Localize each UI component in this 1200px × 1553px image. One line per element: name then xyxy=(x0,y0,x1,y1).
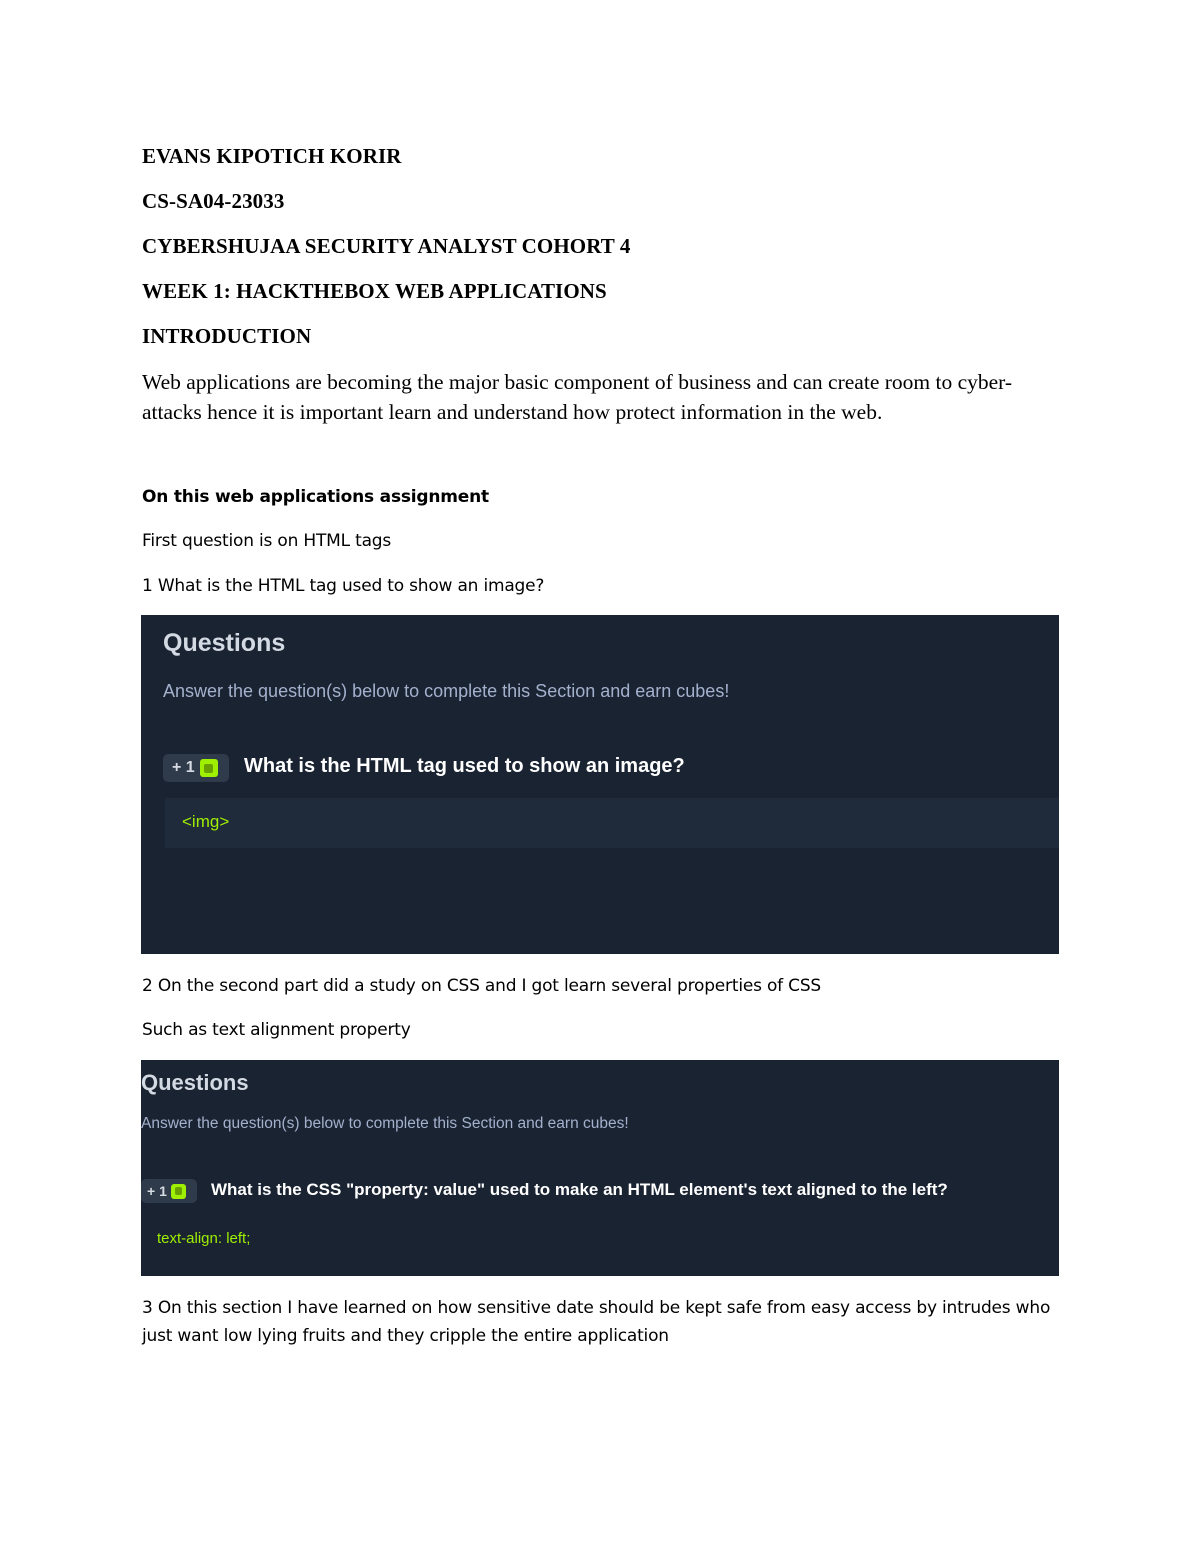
cube-reward-badge xyxy=(141,1179,197,1203)
questions-screenshot-1 xyxy=(141,615,1059,954)
question-1-prompt: 1 What is the HTML tag used to show an image? xyxy=(142,576,545,596)
questions-title: Questions xyxy=(141,1070,249,1095)
week-title: WEEK 1: HACKTHEBOX WEB APPLICATIONS xyxy=(142,279,607,303)
cube-icon xyxy=(171,1184,186,1199)
questions-title: Questions xyxy=(163,629,286,657)
question-2-subnote: Such as text alignment property xyxy=(142,1020,411,1040)
program-title: CYBERSHUJAA SECURITY ANALYST COHORT 4 xyxy=(142,234,631,258)
intro-paragraph: Web applications are becoming the major basic component of business and can create room to cyber-attacks hence it is important learn and understand how protect information in the web. xyxy=(142,370,1013,424)
cube-icon xyxy=(200,759,218,777)
first-question-note: First question is on HTML tags xyxy=(142,531,392,551)
question-text: What is the HTML tag used to show an image? xyxy=(244,755,685,777)
question-text: What is the CSS "property: value" used to make an HTML element's text aligned to the left? xyxy=(211,1180,948,1199)
reward-count: + 1 xyxy=(147,1183,167,1199)
cube-reward-badge xyxy=(163,754,229,782)
reward-count: + 1 xyxy=(172,759,195,776)
questions-subtitle: Answer the question(s) below to complete this Section and earn cubes! xyxy=(163,681,730,701)
question-3-note: 3 On this section I have learned on how sensitive date should be kept safe from easy access by intrudes who just want low lying fruits and they cripple the entire application xyxy=(142,1298,1051,1346)
student-id: CS-SA04-23033 xyxy=(142,189,285,213)
assignment-heading: On this web applications assignment xyxy=(142,487,489,507)
questions-screenshot-2 xyxy=(141,1060,1059,1276)
answer-field[interactable] xyxy=(165,798,1059,848)
question-2-note: 2 On the second part did a study on CSS and I got learn several properties of CSS xyxy=(142,976,821,996)
section-heading: INTRODUCTION xyxy=(142,324,312,348)
answer-value: <img> xyxy=(182,812,230,831)
questions-subtitle: Answer the question(s) below to complete this Section and earn cubes! xyxy=(141,1115,629,1132)
author-name: EVANS KIPOTICH KORIR xyxy=(142,144,402,168)
answer-value: text-align: left; xyxy=(157,1230,251,1247)
